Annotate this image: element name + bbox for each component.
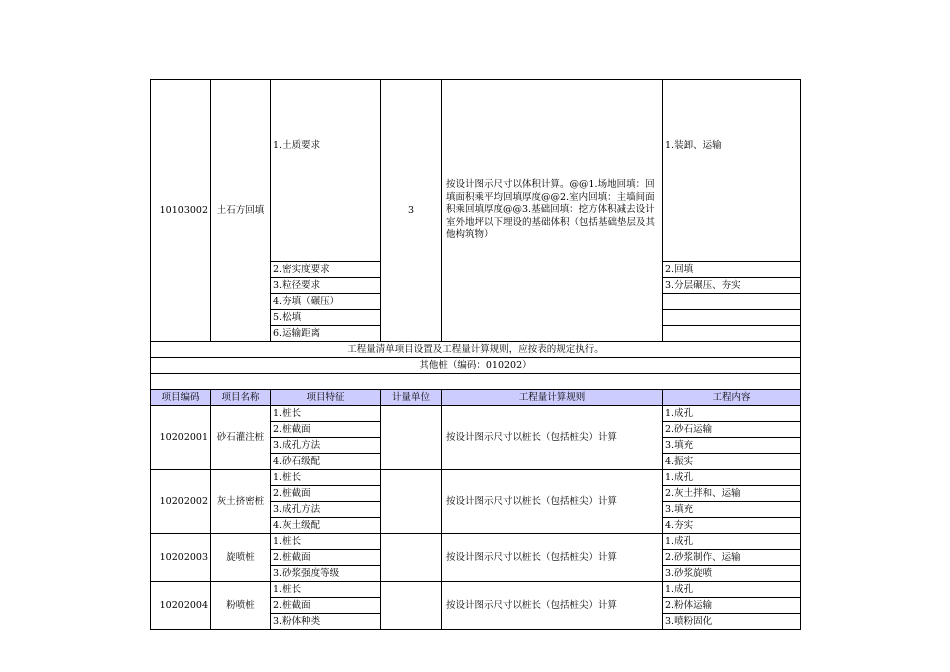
header-row xyxy=(151,390,801,406)
table-row xyxy=(151,534,801,550)
feature-cell: 1.桩长 xyxy=(271,470,381,486)
note-row xyxy=(151,342,801,358)
item-name: 旋喷桩 xyxy=(211,534,271,582)
header-work: 工程内容 xyxy=(663,390,801,406)
feature-cell: 2.密实度要求 xyxy=(271,262,381,278)
unit-cell xyxy=(381,582,442,630)
note-text: 工程量清单项目设置及工程量计算规则，应按表的规定执行。 xyxy=(151,342,801,358)
table-row xyxy=(151,406,801,422)
item-name: 粉喷桩 xyxy=(211,582,271,630)
feature-cell: 4.夯填（碾压） xyxy=(271,294,381,310)
work-cell: 1.成孔 xyxy=(663,470,801,486)
unit-cell xyxy=(381,406,442,470)
spec-table xyxy=(150,79,801,630)
item-code: 10202001 xyxy=(151,406,211,470)
item-code: 10202004 xyxy=(151,582,211,630)
blank-cell xyxy=(151,374,801,390)
work-cell: 2.回填 xyxy=(663,262,801,278)
feature-cell: 1.土质要求 xyxy=(271,80,381,262)
item-name: 灰土挤密桩 xyxy=(211,470,271,534)
feature-cell: 3.砂浆强度等级 xyxy=(271,566,381,582)
unit-cell xyxy=(381,470,442,534)
work-cell xyxy=(663,294,801,310)
work-cell: 1.成孔 xyxy=(663,534,801,550)
rule-cell: 按设计图示尺寸以桩长（包括桩尖）计算 xyxy=(442,406,663,470)
feature-cell: 1.桩长 xyxy=(271,534,381,550)
rule-cell: 按设计图示尺寸以桩长（包括桩尖）计算 xyxy=(442,582,663,630)
work-cell: 1.装卸、运输 xyxy=(663,80,801,262)
feature-cell: 3.粉体种类 xyxy=(271,614,381,630)
blank-row xyxy=(151,374,801,390)
work-cell xyxy=(663,326,801,342)
work-cell: 1.成孔 xyxy=(663,406,801,422)
work-cell: 2.灰土拌和、运输 xyxy=(663,486,801,502)
feature-cell: 5.松填 xyxy=(271,310,381,326)
work-cell: 3.填充 xyxy=(663,438,801,454)
feature-cell: 4.砂石级配 xyxy=(271,454,381,470)
feature-cell: 2.桩截面 xyxy=(271,550,381,566)
work-cell: 2.砂浆制作、运输 xyxy=(663,550,801,566)
feature-cell: 3.成孔方法 xyxy=(271,502,381,518)
work-cell: 3.分层碾压、夯实 xyxy=(663,278,801,294)
header-feature: 项目特征 xyxy=(271,390,381,406)
work-cell: 3.砂浆旋喷 xyxy=(663,566,801,582)
feature-cell: 4.灰土级配 xyxy=(271,518,381,534)
unit-cell xyxy=(381,534,442,582)
table-row xyxy=(151,80,801,262)
header-code: 项目编码 xyxy=(151,390,211,406)
section-title: 其他桩（编码：010202） xyxy=(151,358,801,374)
feature-cell: 2.桩截面 xyxy=(271,486,381,502)
feature-cell: 1.桩长 xyxy=(271,582,381,598)
rule-cell: 按设计图示尺寸以桩长（包括桩尖）计算 xyxy=(442,534,663,582)
feature-cell: 2.桩截面 xyxy=(271,422,381,438)
work-cell: 2.砂石运输 xyxy=(663,422,801,438)
item-name: 土石方回填 xyxy=(211,80,271,342)
work-cell: 2.粉体运输 xyxy=(663,598,801,614)
rule-cell: 按设计图示尺寸以体积计算。@@1.场地回填：回填面积乘平均回填厚度@@2.室内回填：主墙间面积乘回填厚度@@3.基础回填：挖方体积减去设计室外地坪以下埋设的基础体积（包括基础垫层及其他构筑物） xyxy=(442,80,663,342)
item-code: 10202003 xyxy=(151,534,211,582)
work-cell xyxy=(663,310,801,326)
feature-cell: 3.粒径要求 xyxy=(271,278,381,294)
rule-cell: 按设计图示尺寸以桩长（包括桩尖）计算 xyxy=(442,470,663,534)
work-cell: 4.夯实 xyxy=(663,518,801,534)
feature-cell: 1.桩长 xyxy=(271,406,381,422)
feature-cell: 6.运输距离 xyxy=(271,326,381,342)
header-name: 项目名称 xyxy=(211,390,271,406)
feature-cell: 2.桩截面 xyxy=(271,598,381,614)
item-name: 砂石灌注桩 xyxy=(211,406,271,470)
feature-cell: 3.成孔方法 xyxy=(271,438,381,454)
item-code: 10202002 xyxy=(151,470,211,534)
work-cell: 4.振实 xyxy=(663,454,801,470)
header-rule: 工程量计算规则 xyxy=(442,390,663,406)
work-cell: 3.喷粉固化 xyxy=(663,614,801,630)
header-unit: 计量单位 xyxy=(381,390,442,406)
table-row xyxy=(151,582,801,598)
work-cell: 1.成孔 xyxy=(663,582,801,598)
item-code: 10103002 xyxy=(151,80,211,342)
unit-cell: 3 xyxy=(381,80,442,342)
section-title-row xyxy=(151,358,801,374)
work-cell: 3.填充 xyxy=(663,502,801,518)
table-row xyxy=(151,470,801,486)
